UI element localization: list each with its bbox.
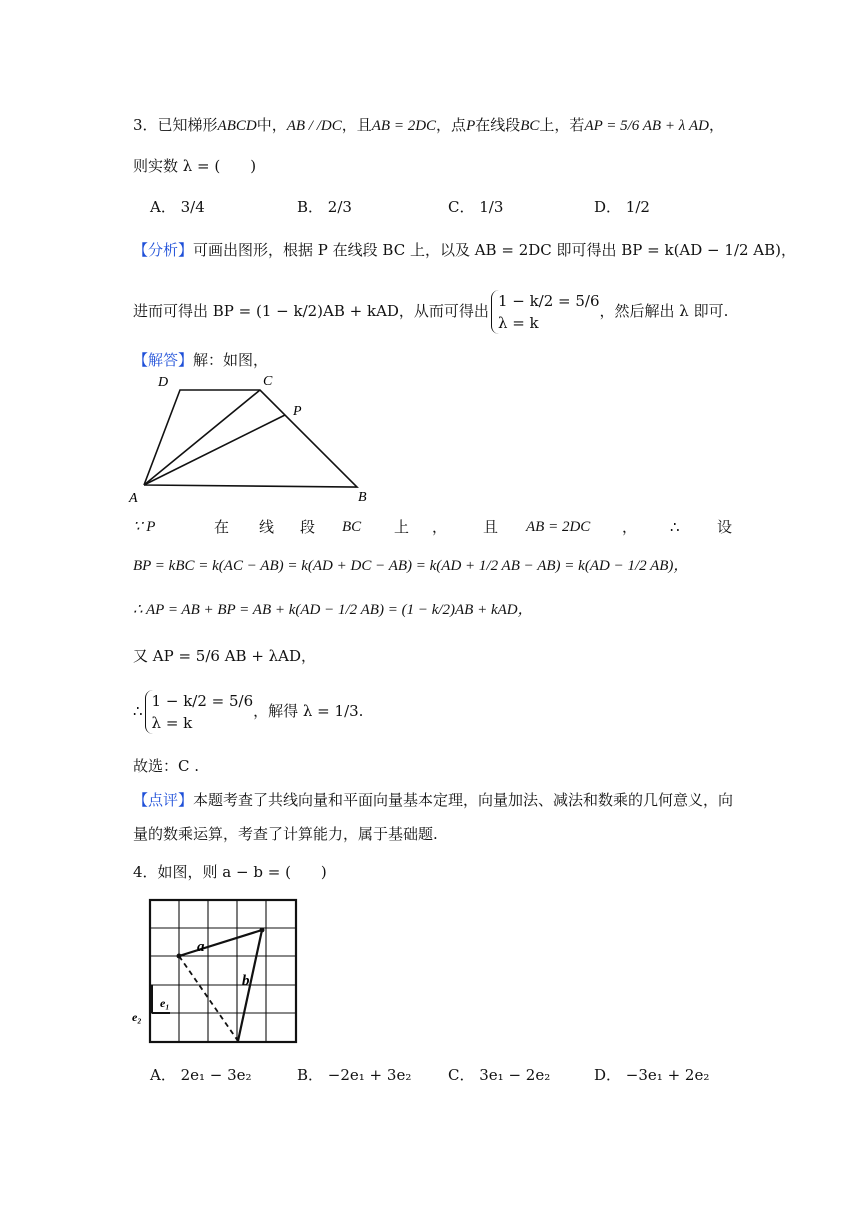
q3-stem-text: AB = 2DC [371,118,437,134]
q3-option-c: C． 1/3 [448,198,504,216]
label-e2: e₂ [132,1010,142,1024]
label-A: A [129,491,138,505]
q4-option-b: B． −2e₁ + 3e₂ [297,1066,412,1084]
analysis-line1 [133,240,796,260]
trapezoid-figure [125,370,375,505]
analysis-tag: 【分析】 [133,241,194,259]
solution-system [145,690,254,734]
sol-word: ， [432,518,448,536]
q3-option-a: A． 3/4 [150,198,205,216]
q4-option-c: C． 3e₁ − 2e₂ [448,1066,551,1084]
sol-word: AB = 2DC [526,519,591,535]
comment-text: 本题考查了共线向量和平面向量基本定理，向量加法、减法和数乘的几何意义，向 [193,791,734,809]
comment-line2: 量的数乘运算，考查了计算能力，属于基础题. [133,825,438,843]
sol-word: 在 [214,518,230,536]
solution-line2: BP = kBC = k(AC − AB) = k(AD + DC − AB) = k(AD + 1/2 AB − AB) = k(AD − 1/2 AB)， [133,558,689,574]
label-D: D [158,375,169,390]
q3-stem [133,115,724,136]
analysis-text: 进而可得出 BP = (1 − k/2)AB + kAD，从而可得出 [133,302,489,320]
q3-option-b: B． 2/3 [297,198,352,216]
label-C: C [263,374,273,389]
q3-stem-text: ，且 [341,116,372,134]
q3-stem-text: ， [708,116,724,134]
q3-stem-text: AB / /DC [286,118,342,134]
sol-word: BC [342,519,362,535]
q3-option-d: D． 1/2 [594,198,650,216]
label-B: B [358,490,367,505]
analysis-text: 可画出图形，根据 P 在线段 BC 上，以及 AB = 2DC 即可得出 BP = k(AD − 1/2 AB)， [193,241,797,259]
q4-option-a: A． 2e₁ − 3e₂ [150,1066,252,1084]
q3-stem-text: ，点 [436,116,467,134]
sol-word: ∴ [670,518,680,536]
label-a: a [197,939,205,955]
q4-option-d: D． −3e₁ + 2e₂ [594,1066,710,1084]
sol-text: ∴ [133,702,143,720]
analysis-system [491,290,600,334]
q3-stem-text: 3．已知梯形 [133,116,218,134]
comment-tag: 【点评】 [133,791,194,809]
system-eq: 1 − k/2 = 5/6 [497,292,600,310]
q3-stem-line2: 则实数 λ = ( ) [133,157,257,175]
label-b: b [242,973,250,989]
sol-word: 上 [394,518,410,536]
q3-stem-text: 中， [256,116,287,134]
sol-word: ， [622,518,638,536]
system-eq: λ = k [151,714,193,732]
q4-stem: 4．如图，则 a − b = ( ) [133,863,327,881]
solution-choice: 故选：C . [133,757,200,775]
grid-vector-figure [130,893,305,1048]
analysis-text: ，然后解出 λ 即可. [599,302,729,320]
system-eq: λ = k [497,314,539,332]
q3-stem-formula: AP = 5/6 AB + λ AD [584,118,709,134]
sol-word: ∵ P [133,519,156,535]
sol-word: 设 [717,518,733,536]
comment-line1 [133,790,733,810]
sol-word: 段 [300,518,316,536]
q3-stem-text: ABCD [217,118,257,134]
q3-stem-text: 上，若 [539,116,585,134]
system-eq: 1 − k/2 = 5/6 [151,692,254,710]
q3-stem-text: P [466,118,476,134]
label-e1: e₁ [160,996,170,1010]
sol-text: ，解得 λ = 1/3. [253,702,364,720]
solution-text: 解：如图， [193,351,269,369]
solution-tag: 【解答】 [133,351,194,369]
solution-line5 [133,690,363,734]
solution-line4: 又 AP = 5/6 AB + λAD， [133,647,317,665]
analysis-line2 [133,290,728,334]
q3-stem-text: BC [520,118,540,134]
q3-stem-text: 在线段 [475,116,521,134]
solution-line3: ∴ AP = AB + BP = AB + k(AD − 1/2 AB) = (1 − k/2)AB + kAD， [133,602,533,618]
sol-word: 且 [483,518,499,536]
sol-word: 线 [259,518,275,536]
solution-intro [133,350,268,370]
label-P: P [293,404,302,419]
